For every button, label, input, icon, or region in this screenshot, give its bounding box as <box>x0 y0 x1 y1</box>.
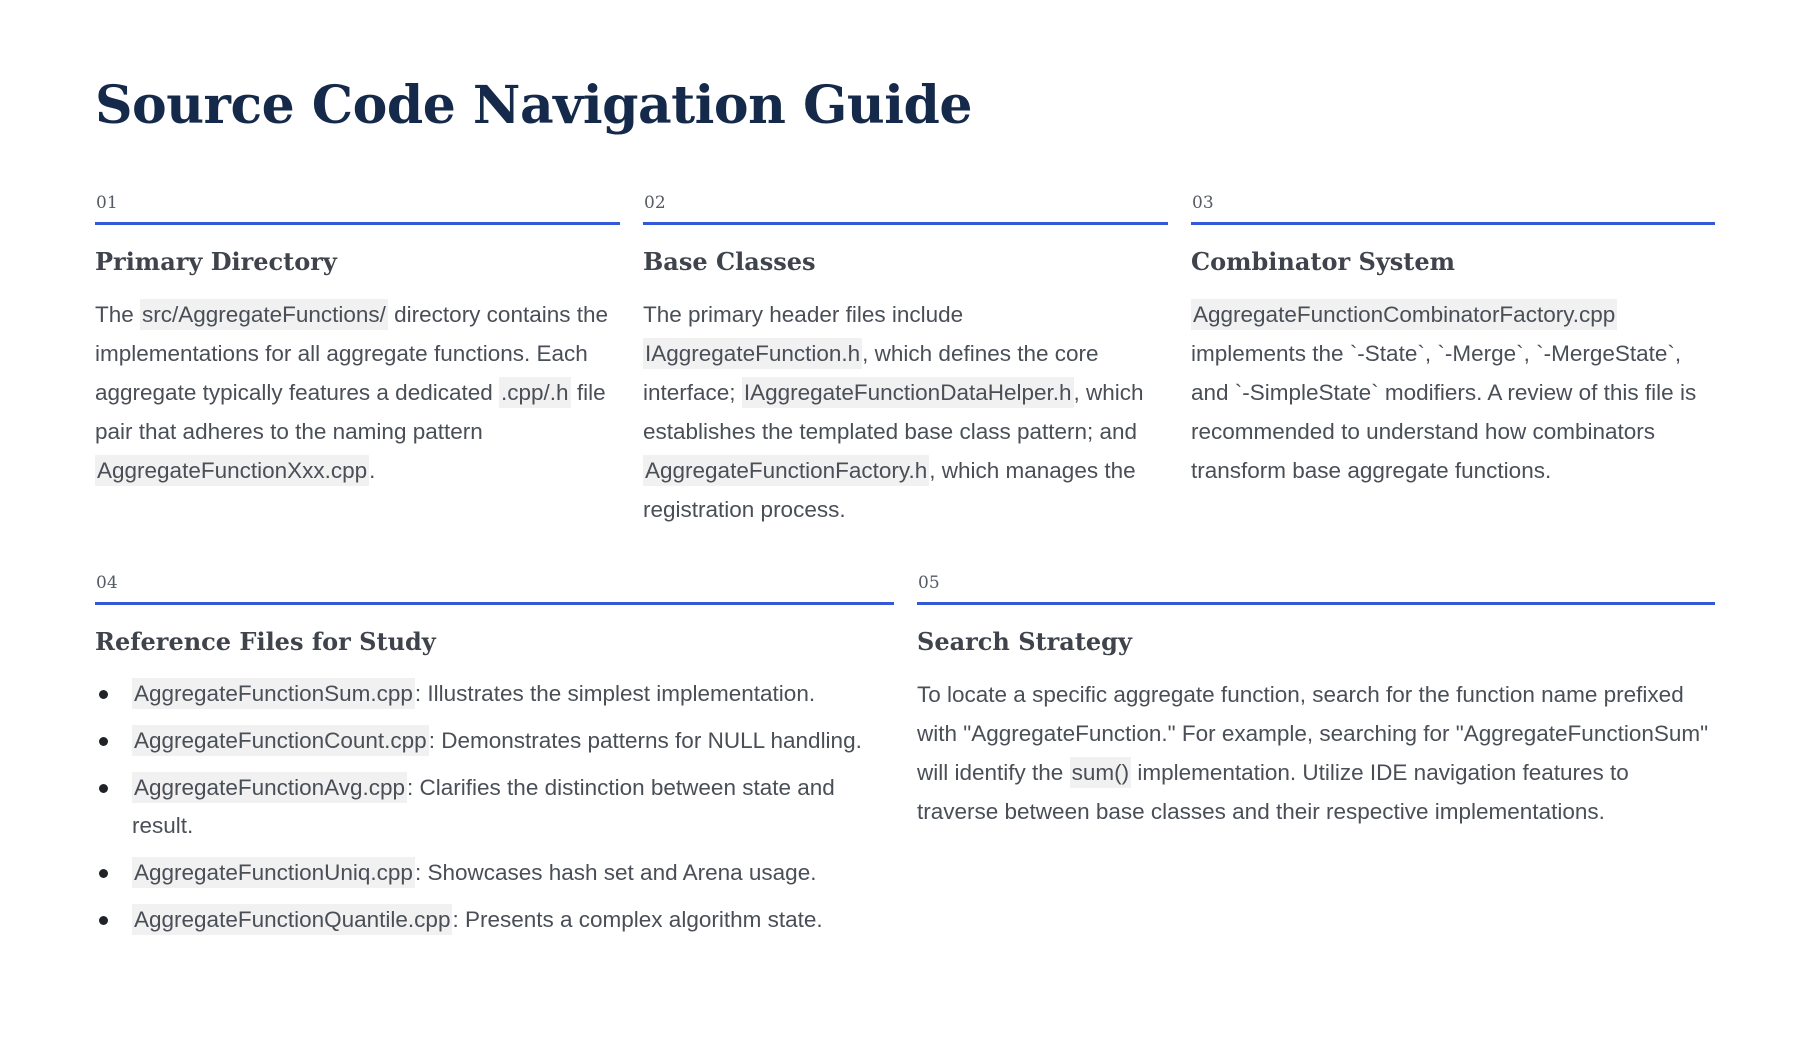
list-item <box>95 722 894 760</box>
section-divider <box>917 602 1715 605</box>
section-divider <box>643 222 1168 225</box>
body-text: implementation. Utilize IDE navigation features to traverse between base classes and their respective implementations. <box>917 760 1629 824</box>
body-text: implements the `-State`, `-Merge`, `-MergeState`, and `-SimpleState` modifiers. A review of this file is recommended to understand how combinators transform base aggregate functions. <box>1191 341 1697 483</box>
code-snippet: AggregateFunctionUniq.cpp <box>132 857 415 888</box>
bullet-icon <box>99 784 108 793</box>
code-snippet: src/AggregateFunctions/ <box>140 299 388 330</box>
section-body <box>917 675 1715 831</box>
code-snippet: AggregateFunctionXxx.cpp <box>95 455 369 486</box>
body-text: . <box>369 458 376 483</box>
section-reference-files <box>95 570 894 948</box>
list-item <box>95 901 894 939</box>
page <box>95 70 1715 932</box>
section-heading: Search Strategy <box>917 627 1132 656</box>
bullet-icon <box>99 690 108 699</box>
section-search-strategy <box>917 570 1715 831</box>
code-snippet: AggregateFunctionCombinatorFactory.cpp <box>1191 299 1617 330</box>
body-text: file pair that adheres to the naming pattern <box>95 380 606 444</box>
code-snippet: sum() <box>1070 757 1132 788</box>
code-snippet: AggregateFunctionSum.cpp <box>132 678 415 709</box>
list-item <box>95 769 894 845</box>
bullet-icon <box>99 869 108 878</box>
section-body <box>95 295 620 490</box>
code-snippet: AggregateFunctionFactory.h <box>643 455 929 486</box>
page-title: Source Code Navigation Guide <box>95 75 972 136</box>
code-snippet: AggregateFunctionAvg.cpp <box>132 772 407 803</box>
bullet-icon <box>99 916 108 925</box>
section-body <box>643 295 1168 529</box>
list-item <box>95 675 894 713</box>
list-item-text: : Presents a complex algorithm state. <box>452 907 823 932</box>
code-snippet: AggregateFunctionCount.cpp <box>132 725 429 756</box>
section-heading: Base Classes <box>643 247 816 276</box>
section-body <box>1191 295 1715 490</box>
section-primary-directory <box>95 190 620 490</box>
list-item <box>95 854 894 892</box>
body-text: The primary header files include <box>643 302 964 327</box>
section-number: 03 <box>1192 193 1214 213</box>
body-text: , which establishes the templated base class pattern; and <box>643 380 1144 444</box>
code-snippet: AggregateFunctionQuantile.cpp <box>132 904 452 935</box>
code-snippet: .cpp/.h <box>499 377 571 408</box>
section-heading: Reference Files for Study <box>95 627 436 656</box>
section-heading: Primary Directory <box>95 247 337 276</box>
section-heading: Combinator System <box>1191 247 1456 276</box>
body-text: , which manages the registration process. <box>643 458 1136 522</box>
body-text: The <box>95 302 141 327</box>
section-divider <box>1191 222 1715 225</box>
body-text: , which defines the core interface; <box>643 341 1099 405</box>
section-divider <box>95 602 894 605</box>
section-divider <box>95 222 620 225</box>
code-snippet: IAggregateFunctionDataHelper.h <box>742 377 1074 408</box>
section-base-classes <box>643 190 1168 529</box>
code-snippet: IAggregateFunction.h <box>643 338 862 369</box>
body-text: To locate a specific aggregate function, search for the function name prefixed with "AggregateFunction." For example, searching for "AggregateFunctionSum" will identify the <box>917 682 1709 785</box>
section-number: 01 <box>96 193 118 213</box>
section-combinator-system <box>1191 190 1715 490</box>
section-number: 04 <box>96 573 118 593</box>
list-item-text: : Illustrates the simplest implementation. <box>414 681 816 706</box>
section-number: 05 <box>918 573 940 593</box>
list-item-text: : Demonstrates patterns for NULL handling. <box>428 728 862 753</box>
section-number: 02 <box>644 193 666 213</box>
list-item-text: : Clarifies the distinction between state and result. <box>132 775 835 838</box>
list-item-text: : Showcases hash set and Arena usage. <box>414 860 817 885</box>
body-text: directory contains the implementations for all aggregate functions. Each aggregate typically features a dedicated <box>95 302 609 405</box>
reference-list <box>95 675 894 939</box>
bullet-icon <box>99 737 108 746</box>
